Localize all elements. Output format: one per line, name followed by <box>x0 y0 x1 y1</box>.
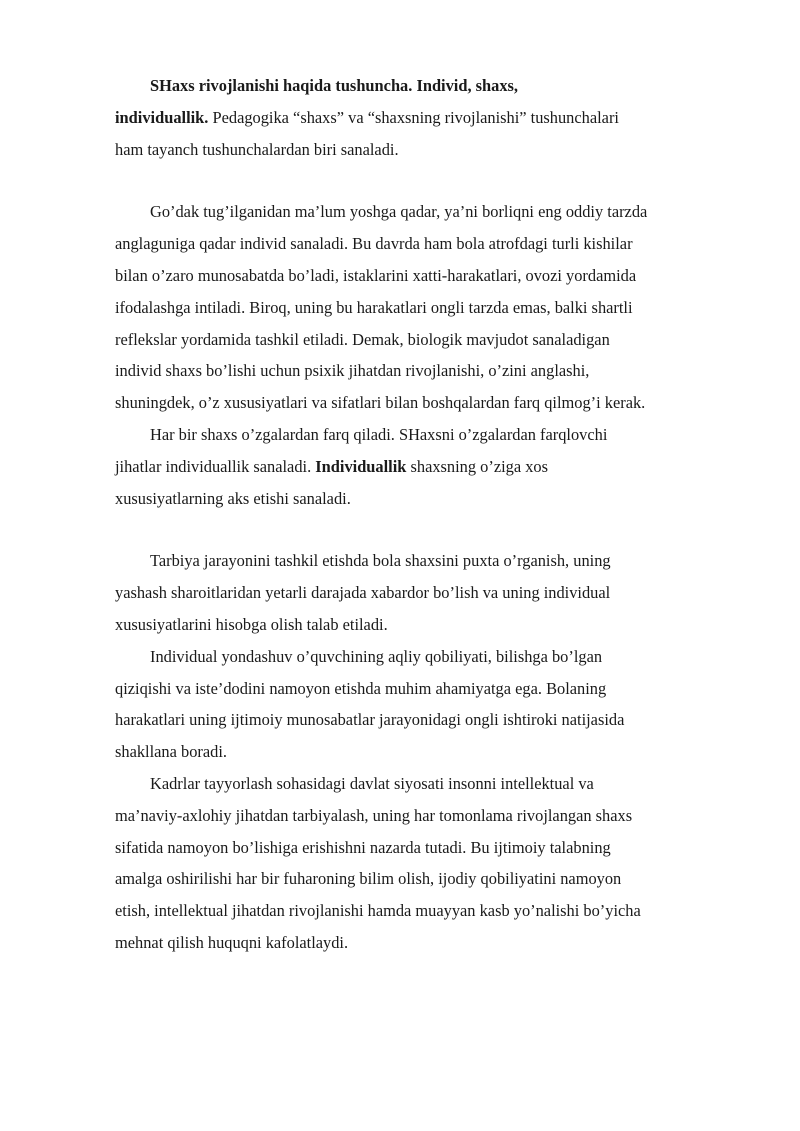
text-line: shakllana boradi. <box>115 742 227 762</box>
text-line: shuningdek, o’z xususiyatlari va sifatlari bilan boshqalardan farq qilmog’i kerak. <box>115 393 646 413</box>
text-line: harakatlari uning ijtimoiy munosabatlar jarayonidagi ongli ishtiroki natijasida <box>115 710 625 730</box>
text-line: bilan o’zaro munosabatda bo’ladi, istaklarini xatti-harakatlari, ovozi yordamida <box>115 265 637 285</box>
heading-bold-2: individuallik. <box>115 107 209 127</box>
text-line: individ shaxs bo’lishi uchun psixik jihatdan rivojlanishi, o’zini anglashi, <box>115 361 590 381</box>
heading-bold-1: SHaxs rivojlanishi haqida tushuncha. Individ, shaxs, <box>150 76 519 95</box>
text-line: etish, intellektual jihatdan rivojlanishi hamda muayyan kasb yo’nalishi bo’yicha <box>115 901 641 921</box>
text-line: Tarbiya jarayonini tashkil etishda bola shaxsini puxta o’rganish, uning <box>150 551 611 571</box>
bold-term: Individuallik <box>315 456 407 476</box>
paragraph-gap <box>115 165 725 196</box>
text-line: qiziqishi va iste’dodini namoyon etishda muhim ahamiyatga ega. Bolaning <box>115 678 607 698</box>
text-line: sifatida namoyon bo’lishiga erishishni nazarda tutadi. Bu ijtimoiy talabning <box>115 837 611 857</box>
paragraph-kadrlar <box>115 768 725 959</box>
text-line: xususiyatlarini hisobga olish talab etiladi. <box>115 614 388 634</box>
text-line: Har bir shaxs o’zgalardan farq qiladi. SHaxsni o’zgalardan farqlovchi <box>150 424 608 444</box>
text-line <box>115 451 725 483</box>
paragraph-yondashuv <box>115 641 725 768</box>
text-line: Individual yondashuv o’quvchining aqliy qobiliyati, bilishga bo’lgan <box>150 646 603 666</box>
intro-text-2: ham tayanch tushunchalardan biri sanaladi. <box>115 139 399 159</box>
intro-paragraph <box>115 70 725 165</box>
text-line: Kadrlar tayyorlash sohasidagi davlat siyosati insonni intellektual va <box>150 773 594 793</box>
paragraph-gap <box>115 514 725 545</box>
paragraph-individ <box>115 196 725 419</box>
paragraph-tarbiya <box>115 545 725 640</box>
heading-line-1 <box>115 70 725 102</box>
text-segment: shaxsning o’ziga xos <box>406 456 548 476</box>
text-line: Go’dak tug’ilganidan ma’lum yoshga qadar, ya’ni borliqni eng oddiy tarzda <box>150 202 648 222</box>
text-line: yashash sharoitlaridan yetarli darajada xabardor bo’lish va uning individual <box>115 583 611 603</box>
text-line: amalga oshirilishi har bir fuharoning bilim olish, ijodiy qobiliyatini namoyon <box>115 869 622 889</box>
paragraph-individuallik <box>115 419 725 514</box>
text-line: ifodalashga intiladi. Biroq, uning bu harakatlari ongli tarzda emas, balki shartli <box>115 297 633 317</box>
text-line: reflekslar yordamida tashkil etiladi. Demak, biologik mavjudot sanaladigan <box>115 329 610 349</box>
text-segment: jihatlar individuallik sanaladi. <box>115 456 316 476</box>
text-line: xususiyatlarning aks etishi sanaladi. <box>115 488 351 508</box>
document-page <box>115 70 725 959</box>
text-line: mehnat qilish huquqni kafolatlaydi. <box>115 932 349 952</box>
text-line: ma’naviy-axlohiy jihatdan tarbiyalash, uning har tomonlama rivojlangan shaxs <box>115 805 633 825</box>
intro-text-1: Pedagogika “shaxs” va “shaxsning rivojlanishi” tushunchalari <box>208 107 619 127</box>
heading-line-2 <box>115 102 725 134</box>
text-line: anglaguniga qadar individ sanaladi. Bu davrda ham bola atrofdagi turli kishilar <box>115 234 633 254</box>
